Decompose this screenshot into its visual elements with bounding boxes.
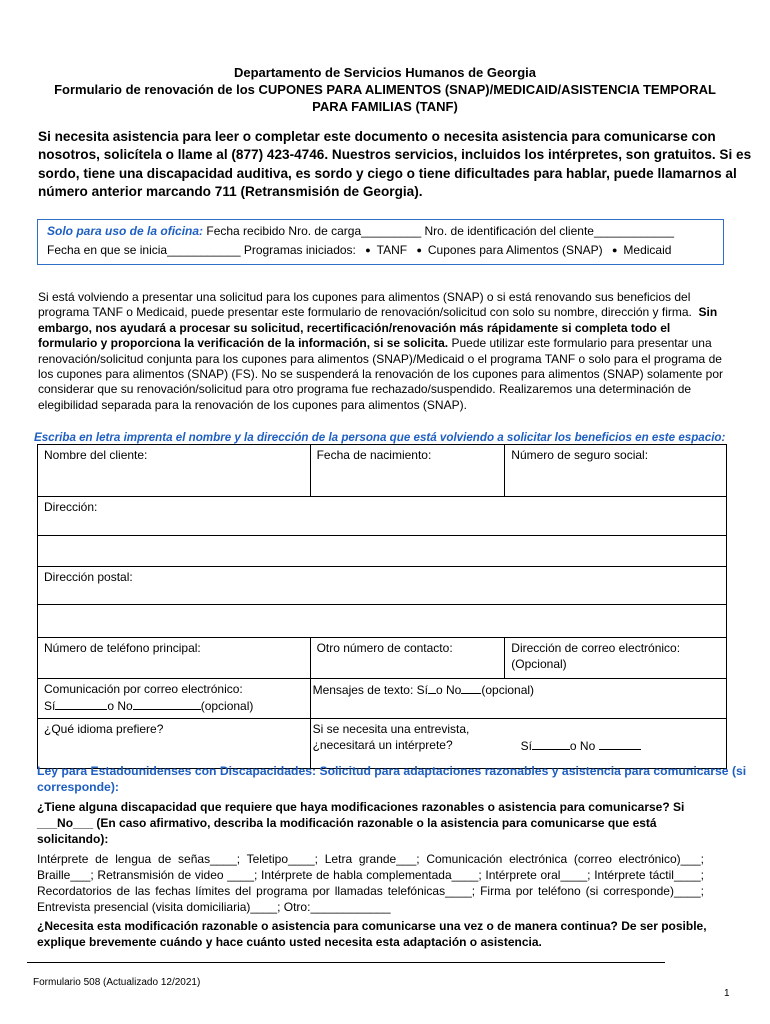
interpreter-label-1: Si se necesita una entrevista, [312,722,470,736]
ada-options-list: Intérprete de lengua de señas____; Teletipo____; Letra grande___; Comunicación electrónica (correo electrónico)___; Braille___; Retransmisión de video ____; Intérprete de habla complementada____; Intérprete oral____; Intérprete táctil____; Recordatorios de las fechas límites del programa por llamadas telefónicas____; Firma por teléfono (si corresponde)____; Entrevista presencial (visita domiciliaria)____; Otro:____________ [37,852,704,914]
email-communication-label: Comunicación por correo electrónico: [44,682,243,696]
text-no-label: o No [435,683,462,697]
interpreter-no-label: o No [569,739,596,753]
interpreter-yes-blank[interactable] [532,737,570,750]
email-comm-yes-blank[interactable] [55,697,107,710]
accessibility-notice: Si necesita asistencia para leer o completar este documento o necesita asistencia para comunicarse con nosotros, solicítela o llame al (877) 423-4746. Nuestros servicios, incluidos los intérpretes, son gratuitos. Si es sordo, tiene una discapacidad auditiva, es sordo y ciego o tiene dificultades para hablar, puede llamarnos al número anterior marcando 711 (Retransmisión de Georgia). [38,129,752,200]
department-title: Departamento de Servicios Humanos de Georgia [234,65,536,80]
office-use-label: Solo para uso de la oficina: [47,224,204,238]
interpreter-no-blank[interactable] [599,737,641,750]
interpreter-field[interactable] [310,719,726,769]
email-label: Dirección de correo electrónico: [511,641,681,655]
page-number: 1 [724,988,730,999]
client-info-table [37,444,727,769]
client-name-field[interactable] [38,445,311,497]
postal-address-field[interactable] [38,567,727,605]
ssn-label: Número de seguro social: [511,448,649,462]
text-messages-label: Mensajes de texto: Sí [312,683,428,697]
ada-question-2: ¿Necesita esta modificación razonable o asistencia para comunicarse una vez o de manera continua? De ser posible, explique brevemente cuándo y hace cuánto usted necesita esta adaptación o asistencia. [37,919,707,949]
address-field[interactable] [38,497,727,536]
office-use-line-2 [47,241,714,261]
client-name-label: Nombre del cliente: [44,448,148,462]
intro-bold-text: Sin embargo, nos ayudará a procesar su solicitud, recertificación/renovación más rápidamente si completa todo el formulario y proporciona la verificación de la información, si se solicita. [38,305,718,351]
office-use-line-1 [47,222,714,241]
interpreter-yes-label: Sí [520,739,532,753]
print-instruction: Escriba en letra imprenta el nombre y la dirección de la persona que está volviendo a solicitar los beneficios en este espacio: [34,431,726,444]
program-medicaid[interactable]: Medicaid [623,243,672,257]
form-number: Formulario 508 (Actualizado 12/2021) [33,977,201,988]
program-snap[interactable]: Cupones para Alimentos (SNAP) [427,243,603,257]
postal-address-field-line-2[interactable] [38,605,727,638]
email-comm-optional-label: (opcional) [200,699,254,713]
interpreter-options [521,737,641,754]
text-optional-label: (opcional) [481,683,535,697]
other-contact-label: Otro número de contacto: [316,641,453,655]
ada-section-title: Ley para Estadounidenses con Discapacidades: Solicitud para adaptaciones razonables y asistencia para comunicarse (si corresponde): [37,764,747,794]
other-contact-field[interactable] [310,638,505,679]
postal-address-label: Dirección postal: [44,570,133,584]
intro-text-2: Puede utilizar este formulario para presentar una renovación/solicitud conjunta para los cupones para alimentos (SNAP)/Medicaid o el programa TANF o solo para el programa de los cupones para alimentos (SNAP) (FS). No se suspenderá la renovación de los cupones para alimentos (SNAP) solamente por considerar que su renovación/solicitud para otro programa fue rechazado/suspendido. Realizaremos una determinación de elegibilidad separada para la renovación de los cupones para alimentos (SNAP). [38,336,724,412]
ada-question: ¿Tiene alguna discapacidad que requiere que haya modificaciones razonables o asistencia para comunicarse? Si ___No___ (En caso afirmativo, describa la modificación razonable o la asistencia para comunicarse que está solicitando): [37,800,685,846]
office-use-fields-1[interactable]: Fecha recibido Nro. de carga_________ Nro. de identificación del cliente____________ [206,224,675,238]
main-phone-field[interactable] [38,638,311,679]
ssn-field[interactable] [505,445,727,497]
office-use-fields-2[interactable]: Fecha en que se inicia___________ Programas iniciados: [47,243,356,257]
text-yes-blank[interactable] [428,681,436,694]
email-communication-field[interactable] [38,679,311,719]
program-tanf[interactable]: TANF [376,243,408,257]
form-title: Formulario de renovación de los CUPONES PARA ALIMENTOS (SNAP)/MEDICAID/ASISTENCIA TEMPORAL [54,82,716,97]
footer-divider [27,962,665,963]
email-optional-label: (Opcional) [511,657,567,671]
document-header [30,64,740,115]
language-label: ¿Qué idioma prefiere? [44,722,164,736]
email-field[interactable] [505,638,727,679]
birth-date-field[interactable] [310,445,505,497]
office-use-box [37,219,724,265]
address-label: Dirección: [44,500,98,514]
bullet-icon: ● [365,245,371,255]
language-field[interactable] [38,719,311,769]
text-no-blank[interactable] [461,681,481,694]
address-field-line-2[interactable] [38,536,727,567]
email-comm-no-label: o No [107,699,133,713]
main-phone-label: Número de teléfono principal: [44,641,201,655]
intro-text-1: Si está volviendo a presentar una solicitud para los cupones para alimentos (SNAP) o si está renovando sus beneficios del programa TANF o Medicaid, puede presentar este formulario de renovación/solicitud con solo su nombre, dirección y firma. [38,290,692,320]
bullet-icon: ● [416,245,422,255]
interpreter-label-2: ¿necesitará un intérprete? [312,738,453,752]
text-messages-field[interactable] [310,679,726,719]
intro-paragraph [38,290,724,413]
bullet-icon: ● [611,245,618,255]
email-comm-no-blank[interactable] [133,697,201,710]
birth-date-label: Fecha de nacimiento: [316,448,432,462]
form-title-continued: PARA FAMILIAS (TANF) [312,99,458,114]
email-comm-yes-label: Sí [44,699,56,713]
